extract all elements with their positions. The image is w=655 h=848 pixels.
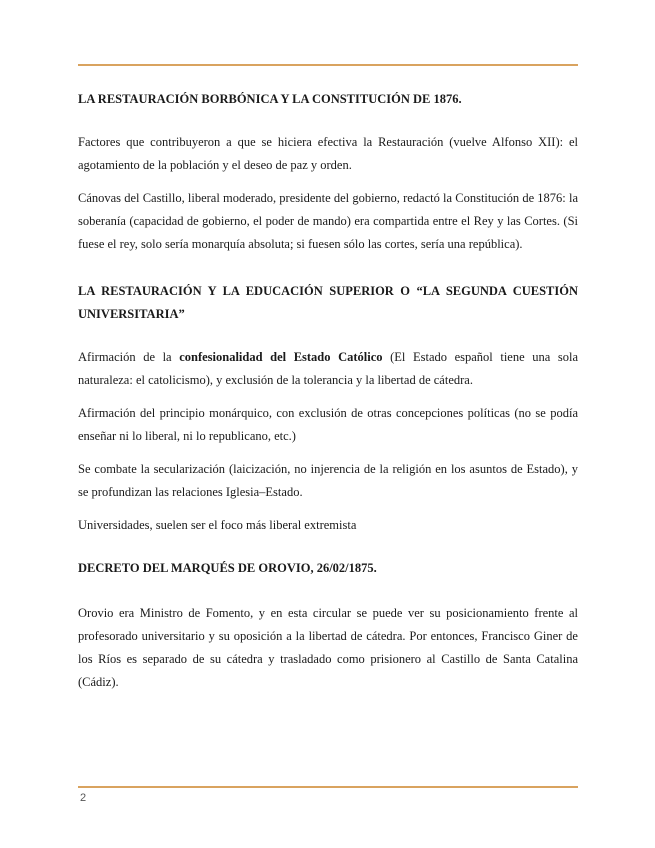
footer-rule [78,786,578,788]
paragraph: Factores que contribuyeron a que se hiciera efectiva la Restauración (vuelve Alfonso XII): el agotamiento de la población y el deseo de paz y orden. [78,135,578,172]
paragraph [78,346,578,392]
section-heading-restauracion-borbonica: LA RESTAURACIÓN BORBÓNICA Y LA CONSTITUCIÓN DE 1876. [78,92,462,106]
section-heading-educacion-superior: LA RESTAURACIÓN Y LA EDUCACIÓN SUPERIOR O “LA SEGUNDA CUESTIÓN UNIVERSITARIA” [78,284,578,321]
paragraph: Universidades, suelen ser el foco más liberal extremista [78,518,357,532]
page-number: 2 [80,792,87,804]
paragraph: Orovio era Ministro de Fomento, y en esta circular se puede ver su posicionamiento frente al profesorado universitario y su oposición a la libertad de cátedra. Por entonces, Francisco Giner de los Ríos es separado de su cátedra y trasladado como prisionero al Castillo de Santa Catalina (Cádiz). [78,606,578,689]
bold-phrase: confesionalidad del Estado Católico [179,350,383,364]
paragraph-text: (El Estado español tiene una sola naturaleza: el catolicismo), y exclusión de la tolerancia y la libertad de cátedra. [78,350,579,387]
paragraph: Se combate la secularización (laicización, no injerencia de la religión en los asuntos de Estado), y se profundizan las relaciones Iglesia–Estado. [78,462,578,499]
paragraph: Afirmación del principio monárquico, con exclusión de otras concepciones políticas (no se podía enseñar ni lo liberal, ni lo republicano, etc.) [78,406,578,443]
document-body [78,88,578,694]
header-rule [78,64,578,66]
section-heading-decreto-orovio: DECRETO DEL MARQUÉS DE OROVIO, 26/02/1875. [78,561,377,575]
paragraph-text: Afirmación de la [78,350,180,364]
paragraph: Cánovas del Castillo, liberal moderado, presidente del gobierno, redactó la Constitución de 1876: la soberanía (capacidad de gobierno, el poder de mando) era compartida entre el Rey y las Cortes. (Si fuese el rey, solo sería monarquía absoluta; si fuesen sólo las cortes, sería una república). [78,191,578,251]
